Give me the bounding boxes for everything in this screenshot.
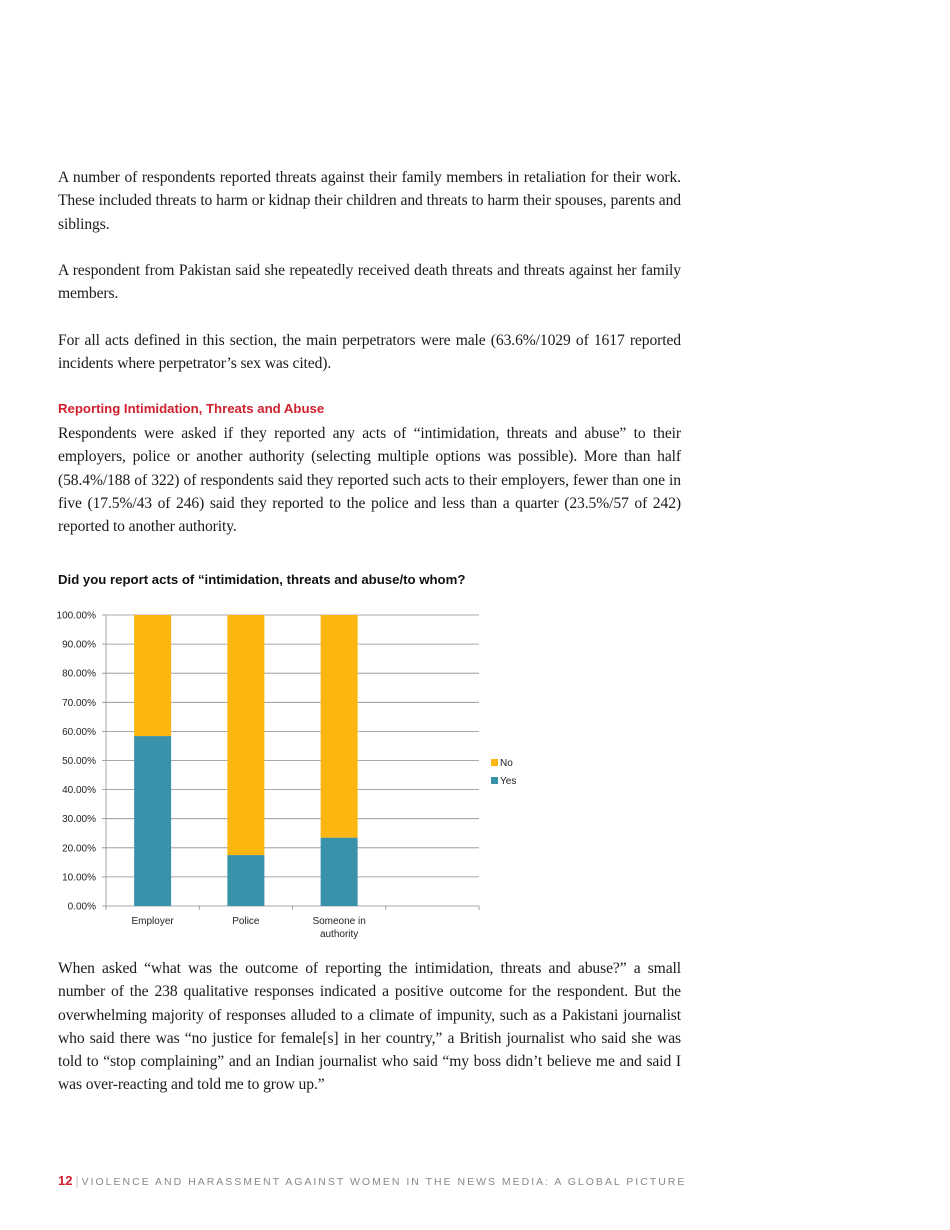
body-paragraph: For all acts defined in this section, the main perpetrators were male (63.6%/1029 of 1617 reported incidents where perpetrator’s sex was cited). [58, 332, 681, 373]
body-paragraph: When asked “what was the outcome of reporting the intimidation, threats and abuse?” a small number of the 238 qualitative responses indicated a positive outcome for the respondent. But the overwhelming majority of responses alluded to a climate of impunity, such as a Pakistani journalist who said there was “no justice for female[s] in her country,” a British journalist who said she was told to “stop complaining” and an Indian journalist who said “my boss didn’t believe me and said I was over-reacting and told me to grow up.” [58, 960, 681, 1094]
y-tick-label: 30.00% [62, 814, 96, 826]
x-category-label: Someone in [312, 916, 366, 927]
x-category-label: authority [319, 929, 359, 940]
stacked-bar-chart [0, 600, 600, 950]
bar-no-employer [134, 615, 171, 736]
bar-no-police [227, 615, 264, 855]
y-tick-label: 100.00% [56, 610, 96, 622]
chart-title: Did you report acts of “intimidation, threats and abuse/to whom? [58, 572, 466, 587]
y-tick-label: 50.00% [62, 756, 96, 767]
legend-swatch-yes [491, 777, 498, 784]
x-category-label: Employer [131, 916, 174, 927]
legend-label-no: No [500, 758, 513, 769]
legend-swatch-no [491, 759, 498, 766]
y-tick-label: 80.00% [62, 668, 96, 680]
publication-title: VIOLENCE AND HARASSMENT AGAINST WOMEN IN THE NEWS MEDIA: A GLOBAL PICTURE [81, 1176, 687, 1188]
bar-yes-someone-in-authority [321, 838, 358, 906]
y-tick-label: 0.00% [67, 901, 96, 913]
y-tick-label: 70.00% [62, 697, 96, 709]
y-tick-label: 40.00% [62, 785, 96, 797]
page-number: 12 [58, 1173, 73, 1188]
x-category-label: Police [232, 916, 260, 927]
footer-separator: | [75, 1174, 79, 1188]
y-tick-label: 10.00% [62, 872, 96, 884]
legend-label-yes: Yes [500, 776, 517, 787]
y-tick-label: 20.00% [62, 843, 96, 855]
body-paragraph: A respondent from Pakistan said she repeatedly received death threats and threats against her family members. [58, 262, 681, 303]
y-tick-label: 90.00% [62, 639, 96, 651]
y-tick-label: 60.00% [62, 726, 96, 738]
bar-yes-employer [134, 736, 171, 906]
bar-no-someone-in-authority [321, 615, 358, 838]
section-heading: Reporting Intimidation, Threats and Abuse [58, 401, 325, 416]
page-footer [58, 1172, 686, 1190]
bar-yes-police [227, 855, 264, 906]
body-paragraph: A number of respondents reported threats against their family members in retaliation for their work. These included threats to harm or kidnap their children and threats to harm their spouses, parents and siblings. [58, 169, 681, 233]
body-paragraph: Respondents were asked if they reported any acts of “intimidation, threats and abuse” to their employers, police or another authority (selecting multiple options was possible). More than half (58.4%/188 of 322) of respondents said they reported such acts to their employers, fewer than one in five (17.5%/43 of 246) said they reported to the police and less than a quarter (23.5%/57 of 242) reported to another authority. [58, 425, 681, 536]
